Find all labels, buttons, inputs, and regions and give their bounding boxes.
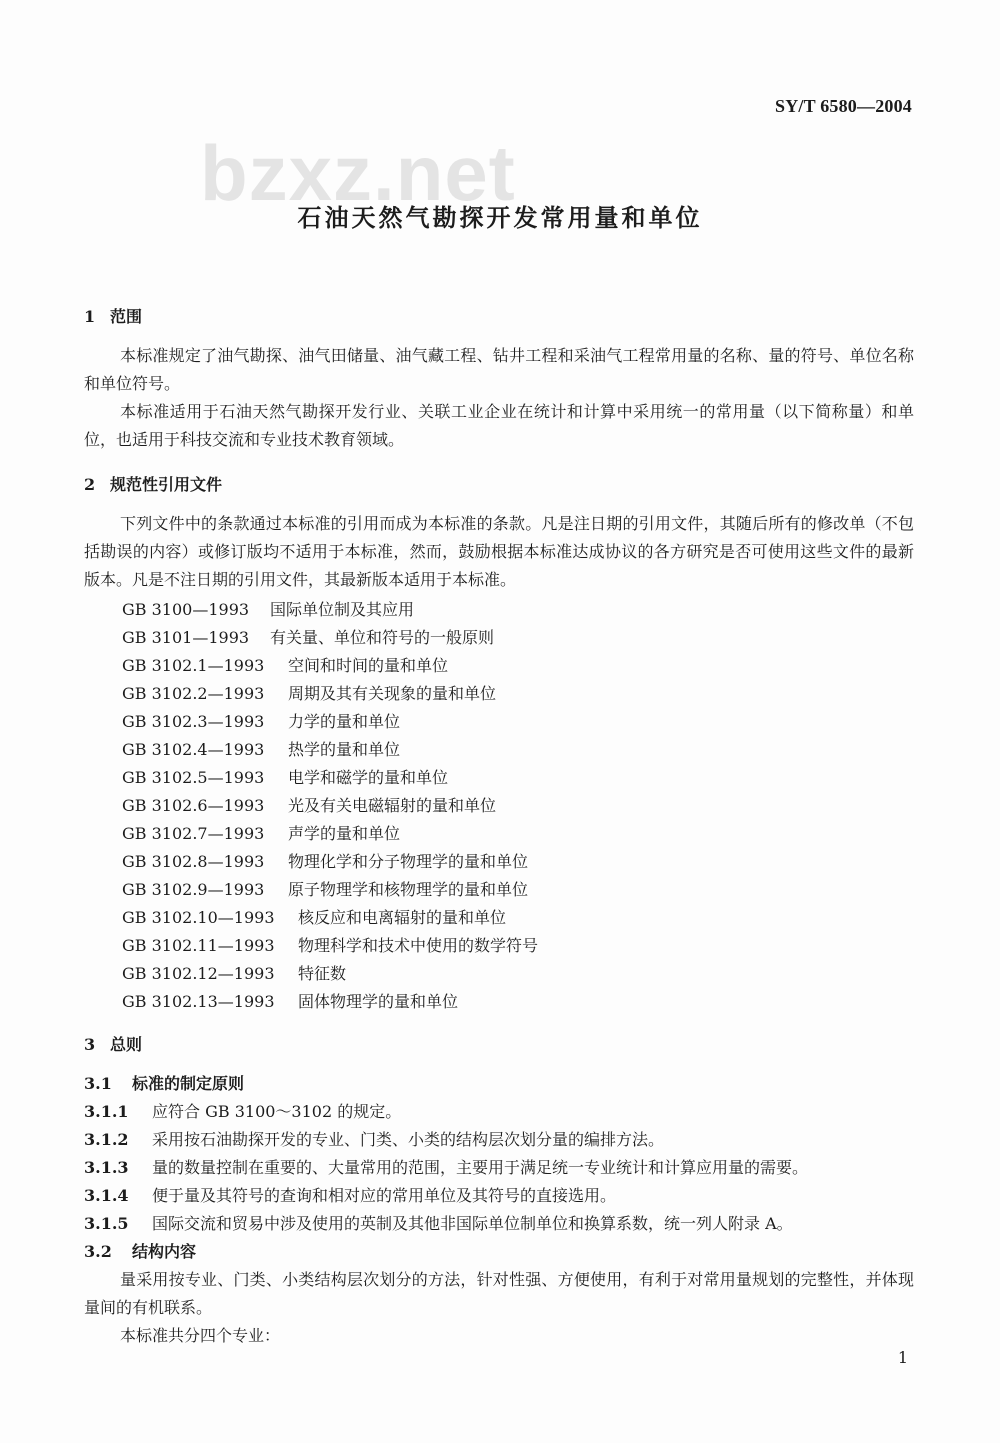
- document-title: 石油天然气勘探开发常用量和单位: [297, 203, 703, 232]
- subsection-number: 3.2: [84, 1242, 112, 1261]
- reference-code: GB 3102.12—1993: [122, 964, 275, 983]
- reference-code: GB 3102.9—1993: [122, 880, 265, 899]
- subsection-heading: [84, 1070, 808, 1098]
- clause-number: 3.1.3: [84, 1158, 129, 1177]
- paragraph: 本标准共分四个专业：: [120, 1326, 281, 1345]
- subsection-title: 结构内容: [132, 1242, 197, 1261]
- reference-title: 光及有关电磁辐射的量和单位: [288, 796, 497, 815]
- reference-item: [122, 596, 538, 624]
- reference-code: GB 3102.6—1993: [122, 796, 265, 815]
- reference-title: 电学和磁学的量和单位: [288, 768, 449, 787]
- section-1-heading: [84, 304, 142, 327]
- reference-item: [122, 848, 538, 876]
- reference-item: [122, 624, 538, 652]
- reference-item: [122, 932, 538, 960]
- reference-item: [122, 876, 538, 904]
- reference-code: GB 3102.7—1993: [122, 824, 265, 843]
- clause-text: 采用按石油勘探开发的专业、门类、小类的结构层次划分量的编排方法。: [152, 1130, 665, 1149]
- reference-item: [122, 764, 538, 792]
- reference-title: 空间和时间的量和单位: [288, 656, 449, 675]
- subsection-title: 标准的制定原则: [132, 1074, 245, 1093]
- reference-item: [122, 652, 538, 680]
- paragraph: 本标准适用于石油天然气勘探开发行业、关联工业企业在统计和计算中采用统一的常用量（以下简称量）和单位，也适用于科技交流和专业技术教育领域。: [84, 402, 914, 449]
- paragraph: 量采用按专业、门类、小类结构层次划分的方法，针对性强、方便使用，有利于对常用量规划的完整性，并体现量间的有机联系。: [84, 1270, 914, 1317]
- clause-number: 3.1.5: [84, 1214, 129, 1233]
- reference-item: [122, 680, 538, 708]
- clause-item: [84, 1210, 808, 1238]
- subsection-number: 3.1: [84, 1074, 112, 1093]
- reference-list: [122, 596, 538, 1016]
- reference-title: 声学的量和单位: [288, 824, 401, 843]
- reference-title: 有关量、单位和符号的一般原则: [270, 628, 495, 647]
- reference-code: GB 3102.8—1993: [122, 852, 265, 871]
- reference-code: GB 3102.10—1993: [122, 908, 275, 927]
- clause-number: 3.1.1: [84, 1102, 129, 1121]
- reference-title: 特征数: [298, 964, 347, 983]
- reference-item: [122, 904, 538, 932]
- watermark: bzxz.net: [200, 129, 516, 217]
- paragraph: 本标准规定了油气勘探、油气田储量、油气藏工程、钻井工程和采油气工程常用量的名称、量的符号、单位名称和单位符号。: [84, 346, 914, 393]
- reference-title: 固体物理学的量和单位: [298, 992, 459, 1011]
- clause-item: [84, 1154, 808, 1182]
- section-number: 2: [84, 475, 96, 494]
- clause-text: 量的数量控制在重要的、大量常用的范围，主要用于满足统一专业统计和计算应用量的需要。: [152, 1158, 809, 1177]
- reference-item: [122, 820, 538, 848]
- reference-item: [122, 736, 538, 764]
- clause-number: 3.1.4: [84, 1186, 129, 1205]
- reference-code: GB 3102.2—1993: [122, 684, 265, 703]
- reference-title: 物理科学和技术中使用的数学符号: [298, 936, 539, 955]
- clause-number: 3.1.2: [84, 1130, 129, 1149]
- reference-title: 原子物理学和核物理学的量和单位: [288, 880, 529, 899]
- section-title: 总则: [110, 1035, 143, 1054]
- reference-title: 物理化学和分子物理学的量和单位: [288, 852, 529, 871]
- reference-title: 国际单位制及其应用: [270, 600, 415, 619]
- section-2-heading: [84, 472, 222, 495]
- section-number: 3: [84, 1035, 96, 1054]
- reference-code: GB 3102.1—1993: [122, 656, 265, 675]
- clause-list: [84, 1070, 808, 1266]
- reference-item: [122, 708, 538, 736]
- reference-code: GB 3102.3—1993: [122, 712, 265, 731]
- reference-title: 力学的量和单位: [288, 712, 401, 731]
- paragraph: 下列文件中的条款通过本标准的引用而成为本标准的条款。凡是注日期的引用文件，其随后所有的修改单（不包括勘误的内容）或修订版均不适用于本标准，然而，鼓励根据本标准达成协议的各方研究是否可使用这些文件的最新版本。凡是不注日期的引用文件，其最新版本适用于本标准。: [84, 514, 914, 589]
- clause-text: 应符合 GB 3100～3102 的规定。: [152, 1102, 402, 1121]
- clause-text: 便于量及其符号的查询和相对应的常用单位及其符号的直接选用。: [152, 1186, 617, 1205]
- clause-item: [84, 1098, 808, 1126]
- page-number: 1: [897, 1348, 908, 1367]
- reference-title: 周期及其有关现象的量和单位: [288, 684, 497, 703]
- reference-code: GB 3102.4—1993: [122, 740, 265, 759]
- reference-code: GB 3102.5—1993: [122, 768, 265, 787]
- reference-title: 核反应和电离辐射的量和单位: [298, 908, 507, 927]
- section-title: 范围: [110, 307, 143, 326]
- reference-code: GB 3102.11—1993: [122, 936, 275, 955]
- subsection-heading: [84, 1238, 808, 1266]
- reference-item: [122, 792, 538, 820]
- section-title: 规范性引用文件: [110, 475, 223, 494]
- clause-text: 国际交流和贸易中涉及使用的英制及其他非国际单位制单位和换算系数，统一列人附录 A。: [152, 1214, 793, 1233]
- reference-title: 热学的量和单位: [288, 740, 401, 759]
- reference-code: GB 3102.13—1993: [122, 992, 275, 1011]
- section-number: 1: [84, 307, 96, 326]
- reference-code: GB 3101—1993: [122, 628, 250, 647]
- reference-code: GB 3100—1993: [122, 600, 250, 619]
- reference-item: [122, 960, 538, 988]
- clause-item: [84, 1126, 808, 1154]
- section-3-heading: [84, 1032, 142, 1055]
- reference-item: [122, 988, 538, 1016]
- clause-item: [84, 1182, 808, 1210]
- standard-code: SY/T 6580—2004: [775, 96, 912, 116]
